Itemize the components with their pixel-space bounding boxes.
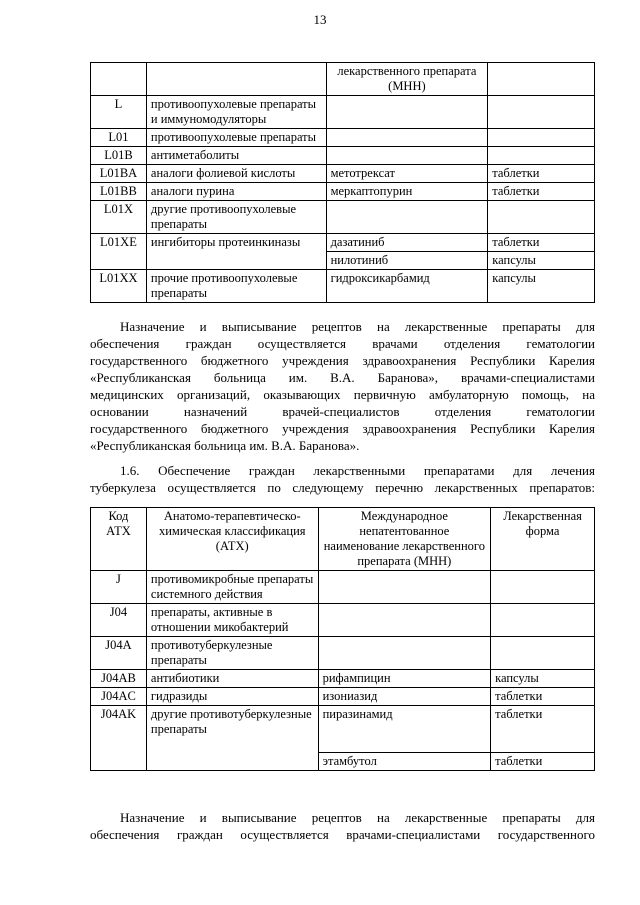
form-cell: [488, 201, 595, 234]
table-row: [91, 604, 595, 637]
atc-code-cell: L01XX: [91, 270, 147, 303]
atc-code-cell: J04AC: [91, 688, 147, 706]
mnn-cell: изониазид: [318, 688, 490, 706]
text-line: туберкулеза осуществляется по следующему перечню лекарственных препаратов:: [90, 480, 595, 495]
mnn-cell: гидроксикарбамид: [326, 270, 488, 303]
mnn-cell: пиразинамид: [318, 706, 490, 753]
mnn-cell: дазатиниб: [326, 234, 488, 252]
table-row: [91, 201, 595, 234]
mnn-cell: этамбутол: [318, 753, 490, 771]
atc-code-cell: L01BA: [91, 165, 147, 183]
header-atc-code: Код АТХ: [91, 508, 147, 571]
header-atc-class: Анатомо-терапевтическо-химическая классификация (АТХ): [146, 508, 318, 571]
atc-class-cell: ингибиторы протеинкиназы: [146, 234, 326, 270]
form-cell: таблетки: [488, 183, 595, 201]
atc-code-cell: L01X: [91, 201, 147, 234]
header-mnn: Международное непатентованное наименование лекарственного препарата (МНН): [318, 508, 490, 571]
table-row: [91, 670, 595, 688]
text-line: медицинских организаций, оказывающих первичную амбулаторную помощь, на: [90, 387, 595, 402]
table-row: [91, 571, 595, 604]
text-line: государственного бюджетного учреждения здравоохранения Республики Карелия: [90, 421, 595, 436]
table-row: [91, 183, 595, 201]
form-cell: капсулы: [488, 252, 595, 270]
atc-code-cell: J: [91, 571, 147, 604]
atc-code-cell: L01BB: [91, 183, 147, 201]
table-row: [91, 129, 595, 147]
mnn-cell: [326, 96, 488, 129]
text-line: обеспечения граждан осуществляется врачами-специалистами государственного: [90, 827, 595, 842]
text-line: основании назначений врачей-специалистов отделения гематологии: [90, 404, 595, 419]
text-line: обеспечения граждан осуществляется врачами отделения гематологии: [90, 336, 595, 351]
form-cell: капсулы: [491, 670, 595, 688]
form-cell: таблетки: [488, 165, 595, 183]
table-row: [91, 706, 595, 753]
atc-class-cell: гидразиды: [146, 688, 318, 706]
atc-class-cell: [146, 63, 326, 96]
mnn-cell: [318, 604, 490, 637]
table-row: [91, 637, 595, 670]
atc-class-cell: прочие противоопухолевые препараты: [146, 270, 326, 303]
form-cell: [488, 96, 595, 129]
form-cell: [491, 637, 595, 670]
form-cell: [491, 604, 595, 637]
atc-code-cell: J04: [91, 604, 147, 637]
mnn-cell: [318, 637, 490, 670]
table-row: [91, 688, 595, 706]
table-row: [91, 96, 595, 129]
atc-class-cell: противомикробные препараты системного действия: [146, 571, 318, 604]
atc-class-cell: антибиотики: [146, 670, 318, 688]
atc-class-cell: противоопухолевые препараты и иммуномодуляторы: [146, 96, 326, 129]
drug-table-oncology: [90, 62, 595, 303]
header-form: Лекарственная форма: [491, 508, 595, 571]
drug-table-tuberculosis: [90, 507, 595, 771]
atc-code-cell: [91, 63, 147, 96]
mnn-cell: рифампицин: [318, 670, 490, 688]
form-cell: таблетки: [491, 688, 595, 706]
table-row: [91, 165, 595, 183]
atc-class-cell: антиметаболиты: [146, 147, 326, 165]
atc-class-cell: аналоги фолиевой кислоты: [146, 165, 326, 183]
mnn-cell: метотрексат: [326, 165, 488, 183]
text-line: Назначение и выписывание рецептов на лекарственные препараты для: [120, 810, 595, 825]
atc-class-cell: противоопухолевые препараты: [146, 129, 326, 147]
atc-code-cell: L01XE: [91, 234, 147, 270]
mnn-cell: лекарственного препарата (МНН): [326, 63, 488, 96]
atc-code-cell: L: [91, 96, 147, 129]
atc-class-cell: другие противоопухолевые препараты: [146, 201, 326, 234]
atc-code-cell: L01: [91, 129, 147, 147]
text-line: 1.6. Обеспечение граждан лекарственными препаратами для лечения: [120, 463, 595, 478]
atc-class-cell: противотуберкулезные препараты: [146, 637, 318, 670]
table-row: [91, 63, 595, 96]
text-line: «Республиканская больница им. В.А. Баранова».: [90, 438, 360, 453]
atc-class-cell: препараты, активные в отношении микобактерий: [146, 604, 318, 637]
atc-class-cell: другие противотуберкулезные препараты: [146, 706, 318, 771]
form-cell: таблетки: [491, 706, 595, 753]
text-line: государственного бюджетного учреждения здравоохранения Республики Карелия: [90, 353, 595, 368]
mnn-cell: меркаптопурин: [326, 183, 488, 201]
mnn-cell: [326, 147, 488, 165]
table-header-row: [91, 508, 595, 571]
table-row: [91, 147, 595, 165]
atc-class-cell: аналоги пурина: [146, 183, 326, 201]
atc-code-cell: J04AK: [91, 706, 147, 771]
text-line: Назначение и выписывание рецептов на лекарственные препараты для: [120, 319, 595, 334]
page-number: 13: [313, 12, 327, 27]
form-cell: капсулы: [488, 270, 595, 303]
table-row: [91, 270, 595, 303]
mnn-cell: [326, 201, 488, 234]
atc-code-cell: J04AB: [91, 670, 147, 688]
text-line: «Республиканская больница им. В.А. Баранова», врачами-специалистами: [90, 370, 595, 385]
mnn-cell: нилотиниб: [326, 252, 488, 270]
form-cell: [488, 147, 595, 165]
table-row: [91, 234, 595, 252]
atc-code-cell: L01B: [91, 147, 147, 165]
form-cell: [488, 129, 595, 147]
atc-code-cell: J04A: [91, 637, 147, 670]
form-cell: таблетки: [491, 753, 595, 771]
mnn-cell: [326, 129, 488, 147]
form-cell: [491, 571, 595, 604]
form-cell: [488, 63, 595, 96]
form-cell: таблетки: [488, 234, 595, 252]
mnn-cell: [318, 571, 490, 604]
